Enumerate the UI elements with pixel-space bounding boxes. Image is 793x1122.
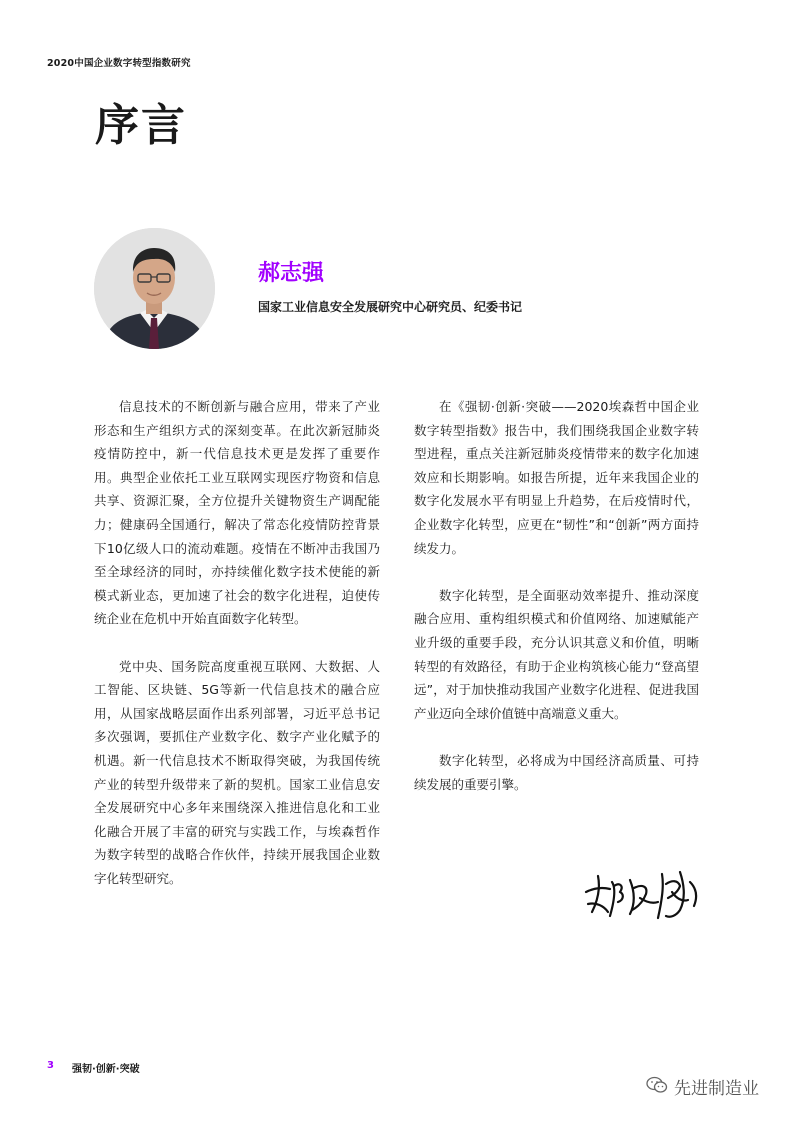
footer-title: 强韧·创新·突破 [72,1064,140,1075]
watermark-text: 先进制造业 [674,1079,759,1099]
body-paragraph: 数字化转型，是全面驱动效率提升、推动深度融合应用、重构组织模式和价值网络、加速赋能产业升级的重要手段，充分认识其意义和价值，明晰转型的有效路径，有助于企业构筑核心能力“登高望远”，对于加快推动我国产业数字化进程、促进我国产业迈向全球价值链中高端意义重大。 [414,587,699,721]
author-signature [580,862,705,924]
body-paragraph: 信息技术的不断创新与融合应用，带来了产业形态和生产组织方式的深刻变革。在此次新冠肺炎疫情防控中，新一代信息技术更是发挥了重要作用。典型企业依托工业互联网实现医疗物资和信息共享、资源汇聚，全方位提升关键物资生产调配能力；健康码全国通行，解决了常态化疫情防控背景下10亿级人口的流动难题。疫情在不断冲击我国乃至全球经济的同时，亦持续催化数字技术使能的新模式新业态，更加速了社会的数字化进程，迫使传统企业在危机中开始直面数字化转型。 [94,399,380,627]
watermark [646,1074,759,1099]
wechat-icon [646,1076,668,1098]
body-paragraph: 数字化转型，必将成为中国经济高质量、可持续发展的重要引擎。 [414,752,699,792]
author-name: 郝志强 [258,261,325,286]
body-paragraph: 在《强韧·创新·突破——2020埃森哲中国企业数字转型指数》报告中，我们围绕我国企业数字转型进程，重点关注新冠肺炎疫情带来的数字化加速效应和长期影响。如报告所提，近年来我国企业的数字化发展水平有明显上升趋势，在后疫情时代，企业数字化转型，应更在“韧性”和“创新”两方面持续发力。 [414,399,699,556]
author-portrait [94,228,215,349]
page-title: 序言 [95,100,187,151]
body-column-left [94,395,380,914]
body-paragraph: 党中央、国务院高度重视互联网、大数据、人工智能、区块链、5G等新一代信息技术的融合应用，从国家战略层面作出系列部署，习近平总书记多次强调，要抓住产业数字化、数字产业化赋予的机遇。新一代信息技术不断取得突破，为我国传统产业的转型升级带来了新的契机。国家工业信息安全发展研究中心多年来围绕深入推进信息化和工业化融合开展了丰富的研究与实践工作，与埃森哲作为数字转型的战略合作伙伴，持续开展我国企业数字化转型研究。 [94,658,380,886]
page-number: 3 [47,1060,54,1071]
author-role: 国家工业信息安全发展研究中心研究员、纪委书记 [258,300,523,314]
body-column-right [414,395,699,820]
document-header-title: 2020中国企业数字转型指数研究 [47,58,191,69]
